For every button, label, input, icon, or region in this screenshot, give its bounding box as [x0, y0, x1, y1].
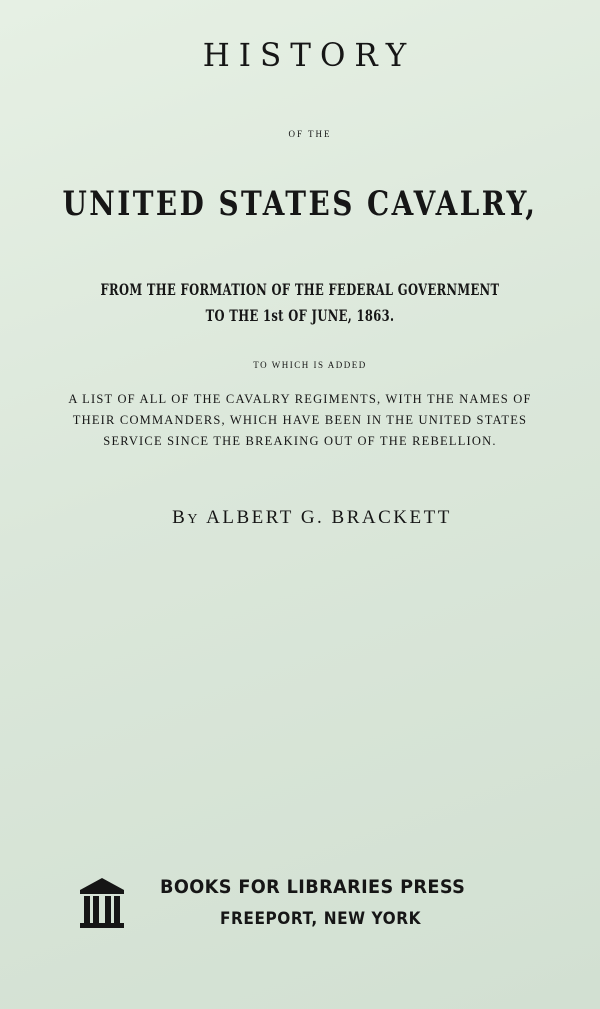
author-prefix-initial: B: [172, 507, 188, 528]
author-prefix-rest: Y: [187, 512, 200, 527]
description-line-1: A LIST OF ALL OF THE CAVALRY REGIMENTS, WITH THE NAMES OF: [68, 392, 532, 406]
publisher-imprint: [78, 872, 538, 932]
added-note: TO WHICH IS ADDED: [253, 360, 367, 370]
book-title: HISTORY: [202, 37, 416, 75]
publisher-location: FREEPORT, NEW YORK: [220, 909, 422, 928]
publisher-name: BOOKS FOR LIBRARIES PRESS: [160, 876, 466, 898]
description-line-3: SERVICE SINCE THE BREAKING OUT OF THE REBELLION.: [103, 434, 497, 448]
description-line-2: THEIR COMMANDERS, WHICH HAVE BEEN IN THE UNITED STATES: [72, 413, 528, 427]
subtitle-line-1: FROM THE FORMATION OF THE FEDERAL GOVERNMENT: [100, 280, 500, 299]
book-subject: UNITED STATES CAVALRY,: [62, 184, 538, 224]
columned-building-icon: [78, 877, 126, 929]
author-line: [0, 507, 600, 529]
author-name: ALBERT G. BRACKETT: [206, 507, 452, 528]
of-the-connector: OF THE: [288, 129, 332, 139]
subtitle-line-2: TO THE 1st OF JUNE, 1863.: [205, 306, 395, 325]
